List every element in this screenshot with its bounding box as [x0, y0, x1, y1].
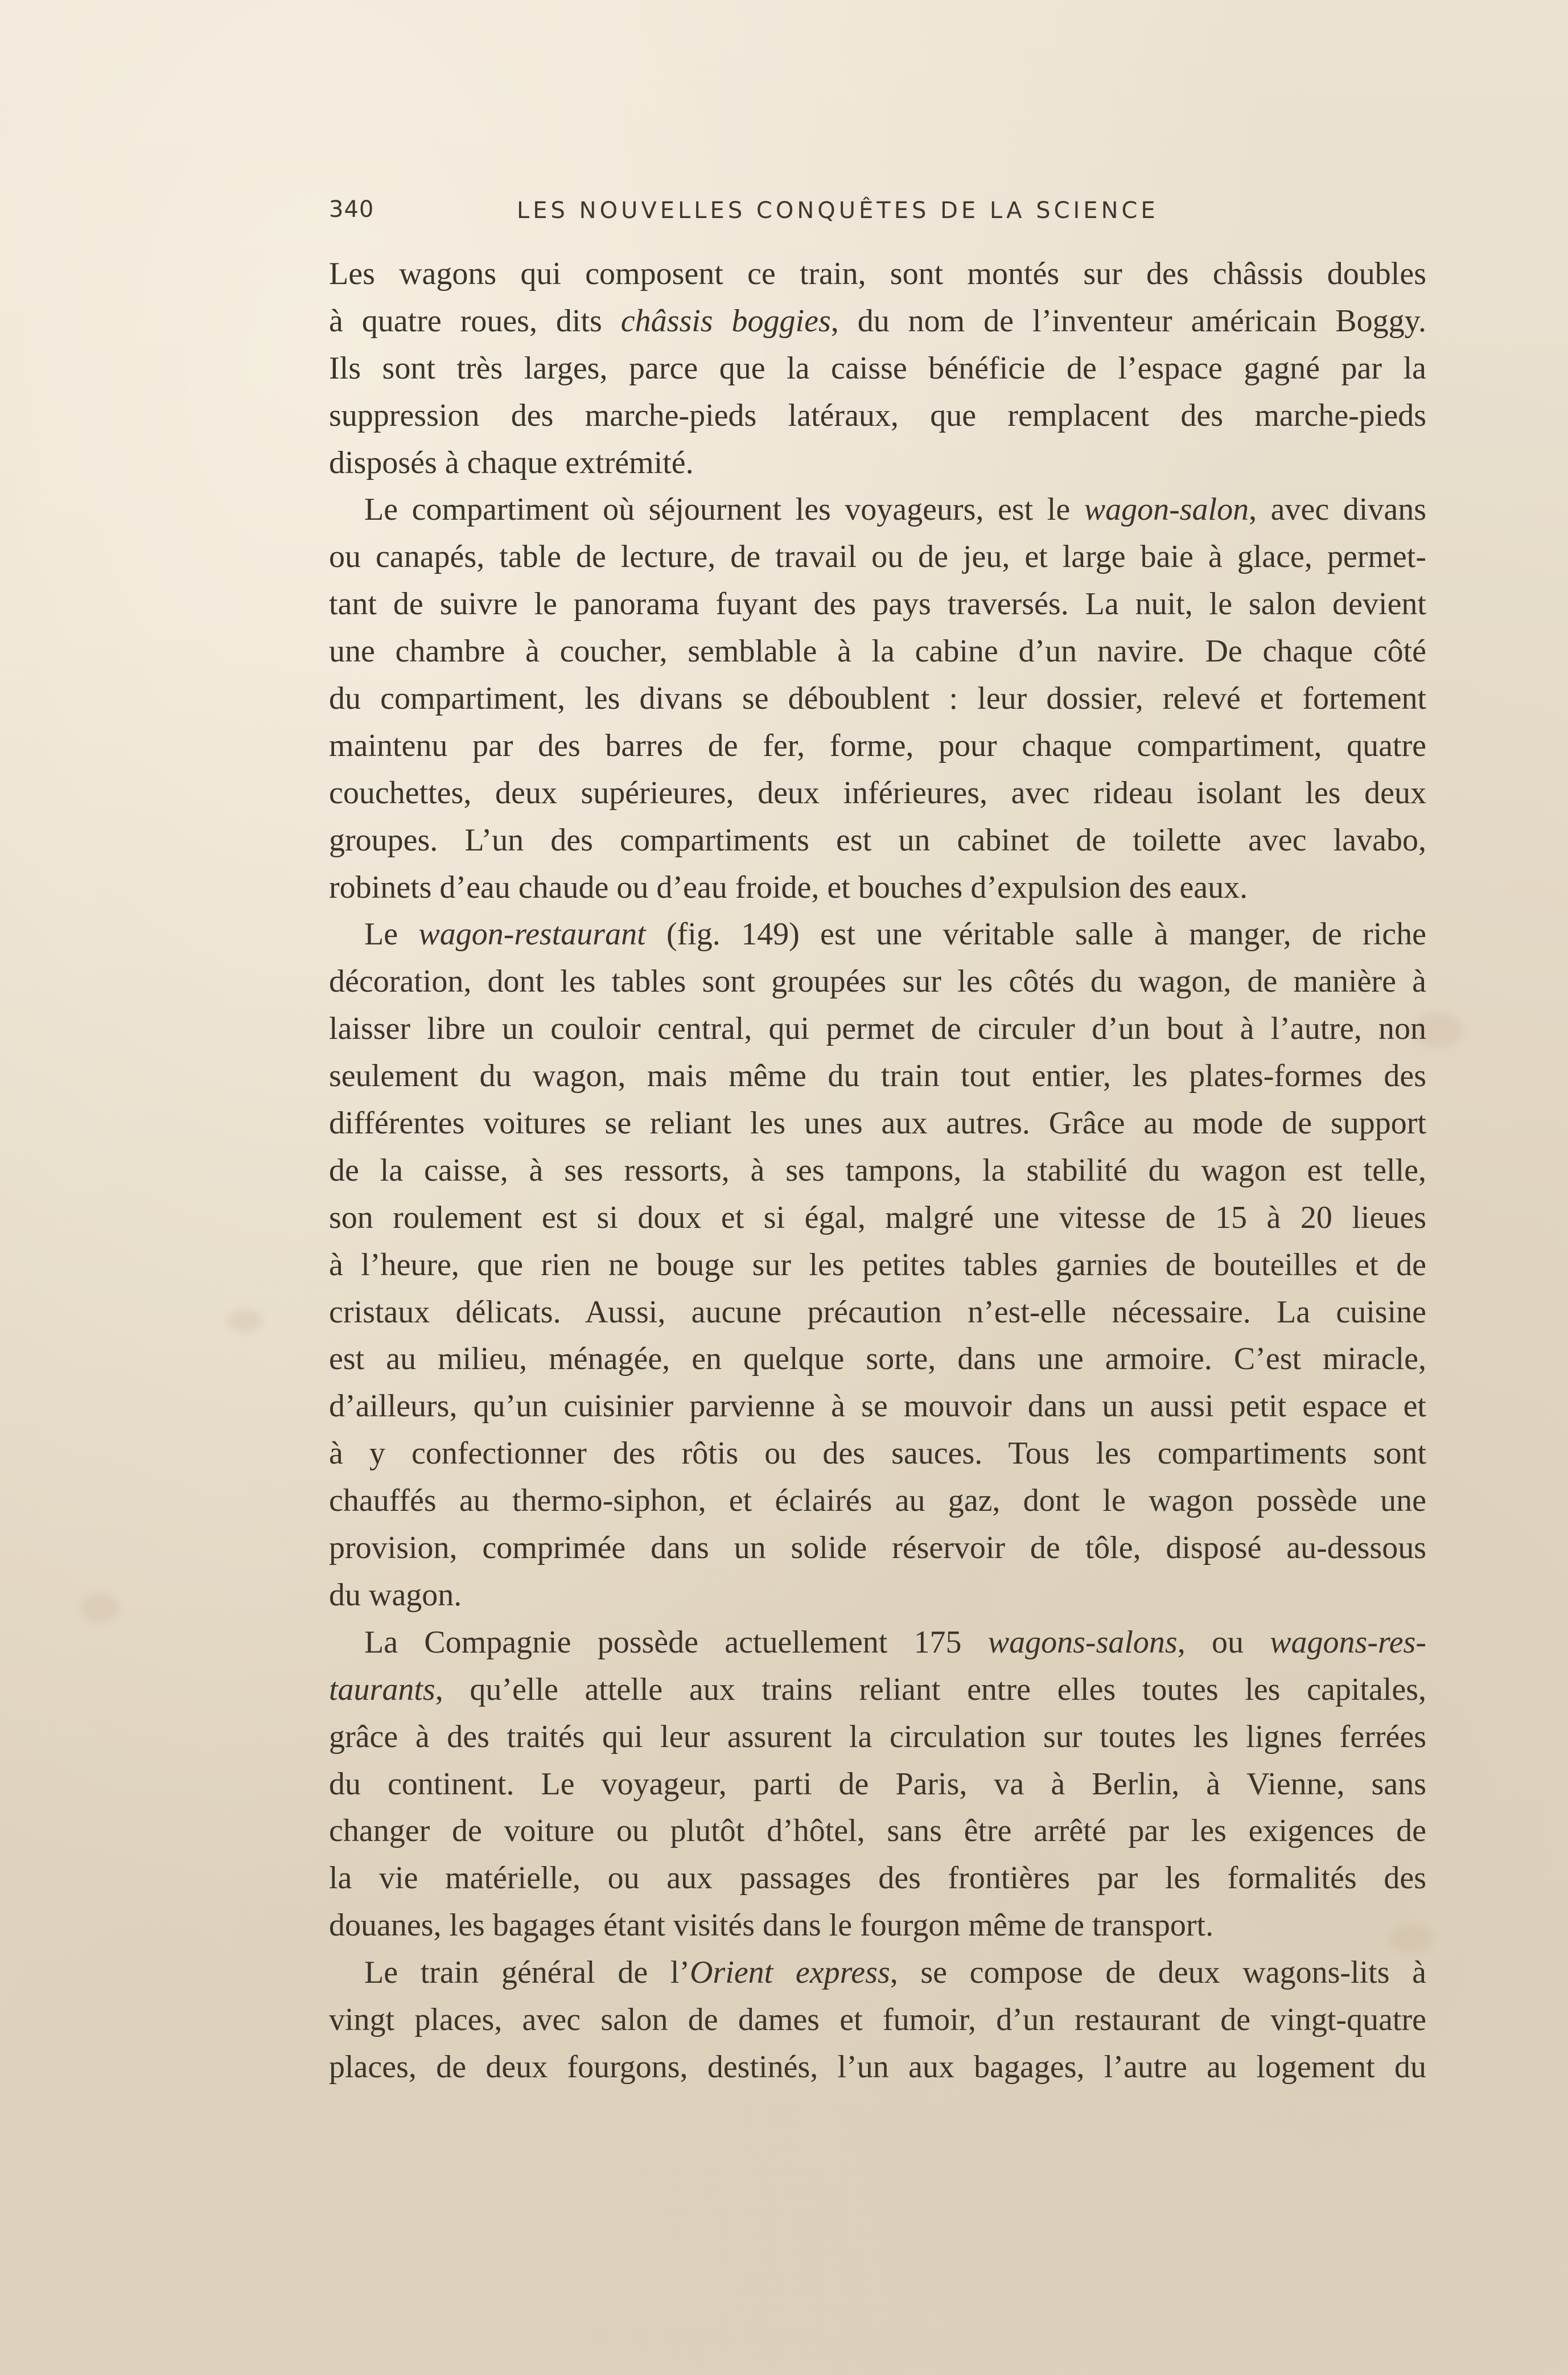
text-line: groupes. L’un des compartiments est un cabinet de toilette avec lavabo, — [329, 822, 1426, 858]
text-line: à l’heure, que rien ne bouge sur les petites tables garnies de bouteilles et de — [329, 1247, 1426, 1283]
italic-term: wagon-salon — [1084, 492, 1249, 528]
body-text — [329, 250, 1426, 2091]
italic-term: wagons-res- — [1270, 1624, 1426, 1660]
text-line: Le wagon-restaurant (fig. 149) est une véritable salle à manger, de riche — [364, 917, 1426, 952]
page-number: 340 — [329, 196, 374, 223]
text-line: chauffés au thermo-siphon, et éclairés au gaz, dont le wagon possède une — [329, 1483, 1426, 1519]
text-line: robinets d’eau chaude ou d’eau froide, et bouches d’expulsion des eaux. — [329, 869, 1248, 905]
text-line: son roulement est si doux et si égal, malgré une vitesse de 15 à 20 lieues — [329, 1199, 1426, 1235]
text-line: du continent. Le voyageur, parti de Paris, va à Berlin, à Vienne, sans — [329, 1766, 1426, 1802]
text-line: Les wagons qui composent ce train, sont montés sur des châssis doubles — [329, 256, 1426, 291]
italic-term: wagons-salons — [987, 1624, 1178, 1660]
text-line: cristaux délicats. Aussi, aucune précaution n’est-elle nécessaire. La cuisine — [329, 1294, 1426, 1330]
paper-stain — [80, 1594, 120, 1622]
text-line: la vie matérielle, ou aux passages des frontières par les formalités des — [329, 1860, 1426, 1896]
text-line: Le train général de l’Orient express, se compose de deux wagons-lits à — [364, 1955, 1426, 1991]
text-line: taurants, qu’elle attelle aux trains reliant entre elles toutes les capitales, — [329, 1671, 1426, 1707]
text-line: changer de voiture ou plutôt d’hôtel, sans être arrêté par les exigences de — [329, 1813, 1426, 1849]
text-line: à y confectionner des rôtis ou des sauces. Tous les compartiments sont — [329, 1436, 1426, 1472]
text-line: suppression des marche-pieds latéraux, que remplacent des marche-pieds — [329, 397, 1426, 433]
text-line: douanes, les bagages étant visités dans le fourgon même de transport. — [329, 1908, 1214, 1943]
text-line: décoration, dont les tables sont groupées sur les côtés du wagon, de manière à — [329, 964, 1426, 1000]
text-line: à quatre roues, dits châssis boggies, du nom de l’inventeur américain Boggy. — [329, 303, 1426, 339]
text-line: provision, comprimée dans un solide réservoir de tôle, disposé au-dessous — [329, 1530, 1426, 1566]
text-line: disposés à chaque extrémité. — [329, 445, 694, 480]
text-line: est au milieu, ménagée, en quelque sorte, dans une armoire. C’est miracle, — [329, 1341, 1426, 1377]
text-line: maintenu par des barres de fer, forme, pour chaque compartiment, quatre — [329, 728, 1426, 763]
text-line: La Compagnie possède actuellement 175 wagons-salons, ou wagons-res- — [364, 1624, 1426, 1660]
text-line: seulement du wagon, mais même du train tout entier, les plates-formes des — [329, 1058, 1426, 1094]
italic-term: Orient express — [690, 1955, 890, 1991]
text-line: couchettes, deux supérieures, deux inférieures, avec rideau isolant les deux — [329, 775, 1426, 811]
running-title: LES NOUVELLES CONQUÊTES DE LA SCIENCE — [517, 198, 1159, 224]
text-line: places, de deux fourgons, destinés, l’un aux bagages, l’autre au logement du — [329, 2049, 1426, 2085]
paper-stain — [228, 1309, 262, 1332]
text-line: une chambre à coucher, semblable à la cabine d’un navire. De chaque côté — [329, 634, 1426, 669]
italic-term: châssis boggies — [620, 303, 831, 339]
text-line: Ils sont très larges, parce que la caisse bénéficie de l’espace gagné par la — [329, 350, 1426, 386]
text-line: ou canapés, table de lecture, de travail ou de jeu, et large baie à glace, permet- — [329, 539, 1426, 575]
text-line: différentes voitures se reliant les unes aux autres. Grâce au mode de support — [329, 1106, 1426, 1141]
italic-term: taurants — [329, 1671, 435, 1707]
text-line: laisser libre un couloir central, qui permet de circuler d’un bout à l’autre, non — [329, 1011, 1426, 1047]
text-line: tant de suivre le panorama fuyant des pays traversés. La nuit, le salon devient — [329, 586, 1426, 622]
text-line: de la caisse, à ses ressorts, à ses tampons, la stabilité du wagon est telle, — [329, 1152, 1426, 1188]
text-line: grâce à des traités qui leur assurent la circulation sur toutes les lignes ferrées — [329, 1719, 1426, 1754]
page-header — [329, 196, 1427, 236]
text-line: du compartiment, les divans se déboublent : leur dossier, relevé et fortement — [329, 681, 1426, 717]
text-line: Le compartiment où séjournent les voyageurs, est le wagon-salon, avec divans — [364, 492, 1426, 528]
text-line: d’ailleurs, qu’un cuisinier parvienne à se mouvoir dans un aussi petit espace et — [329, 1388, 1426, 1424]
text-line: vingt places, avec salon de dames et fumoir, d’un restaurant de vingt-quatre — [329, 2002, 1426, 2037]
text-line: du wagon. — [329, 1577, 462, 1613]
italic-term: wagon-restaurant — [418, 917, 646, 952]
